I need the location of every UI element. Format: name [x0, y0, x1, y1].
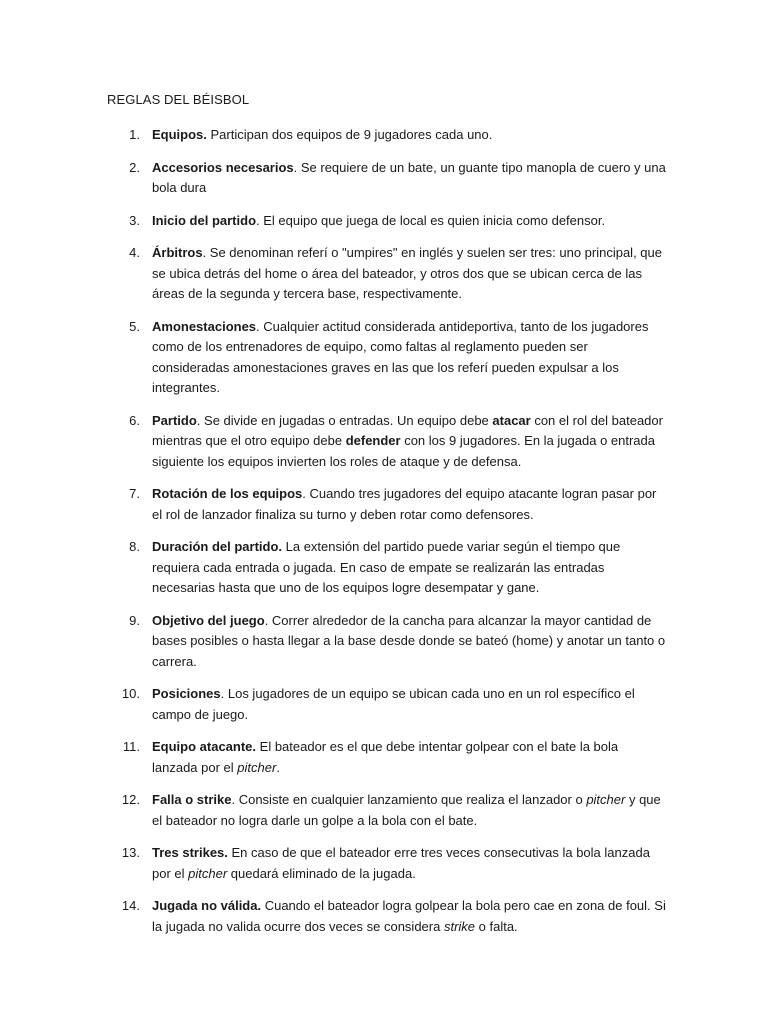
document-title: REGLAS DEL BÉISBOL [107, 92, 250, 107]
rule-heading: Duración del partido. [152, 539, 283, 554]
rule-item [107, 684, 667, 725]
rule-item [107, 211, 667, 232]
rule-text [152, 845, 650, 881]
rule-number: 9. [129, 612, 140, 628]
rule-emphasis: pitcher [188, 865, 228, 881]
rule-item [107, 843, 667, 884]
rule-number: 6. [129, 412, 140, 428]
rule-body-text: Participan dos equipos de 9 jugadores cada uno. [206, 127, 493, 142]
rule-item [107, 158, 667, 199]
rule-number: 10. [121, 686, 140, 701]
rules-list [107, 125, 667, 949]
rule-body-text: En caso de que el bateador erre tres veces consecutivas la bola lanzada por el [152, 845, 650, 881]
rule-item [107, 537, 667, 599]
rule-text [152, 613, 665, 669]
rule-number: 5. [129, 318, 140, 334]
rule-body-text: . Correr alrededor de la cancha para alcanzar la mayor cantidad de bases posibles o hasta llegar a la base desde donde se bateó (home) y anotar un tanto o carrera. [152, 612, 666, 669]
rule-item [107, 737, 667, 778]
rule-body-text: . Cuando tres jugadores del equipo atacante logran pasar por el rol de lanzador finaliza su turno y deben rotar como defensores. [152, 486, 657, 522]
rule-number: 12. [121, 792, 140, 807]
rule-body-text: quedará eliminado de la jugada. [227, 865, 416, 881]
rule-body-text: . Se requiere de un bate, un guante tipo manopla de cuero y una bola dura [152, 159, 666, 195]
rule-text [152, 686, 635, 722]
rule-item [107, 125, 667, 146]
rule-body-text: . Los jugadores de un equipo se ubican cada uno en un rol específico el campo de juego. [152, 686, 635, 722]
rule-heading: Árbitros [152, 245, 203, 260]
rule-text [152, 245, 662, 301]
rule-number: 14. [121, 898, 140, 913]
rule-body-text: . [276, 759, 280, 775]
rule-heading: defender [345, 433, 401, 448]
rule-text [152, 739, 618, 775]
rule-heading: atacar [492, 412, 531, 428]
rule-body-text: y que el bateador no logra darle un golpe a la bola con el bate. [152, 792, 661, 828]
rule-body-text: La extensión del partido puede variar según el tiempo que requiera cada entrada o jugada. En caso de empate se realizarán las entradas necesarias hasta que uno de los equipos logre desempatar y gane. [152, 539, 621, 595]
rule-heading: Falla o strike [152, 792, 232, 807]
rule-item [107, 611, 667, 673]
rule-body-text: o falta. [475, 918, 518, 934]
rule-heading: Equipo atacante. [152, 739, 257, 754]
rule-number: 3. [129, 212, 140, 228]
rule-emphasis: pitcher [237, 759, 277, 775]
rule-body-text: con los 9 jugadores. En la jugada o entrada siguiente los equipos invierten los roles de ataque y de defensa. [152, 433, 655, 469]
rule-heading: Rotación de los equipos [152, 486, 303, 501]
rule-number: 8. [129, 539, 140, 554]
rule-item [107, 790, 667, 831]
rule-emphasis: strike [443, 918, 476, 934]
rule-heading: Posiciones [152, 686, 221, 701]
rule-number: 11. [122, 739, 140, 754]
rule-heading: Partido [152, 412, 197, 428]
rule-text [152, 319, 648, 396]
rule-body-text: Cuando el bateador logra golpear la bola pero cae en zona de foul. Si la jugada no valida ocurre dos veces se considera [152, 898, 666, 934]
rule-number: 1. [129, 127, 140, 142]
rule-body-text: . El equipo que juega de local es quien inicia como defensor. [256, 212, 606, 228]
rule-text [152, 898, 666, 934]
rule-heading: Jugada no válida. [152, 898, 262, 913]
rule-heading: Amonestaciones [152, 318, 257, 334]
rule-item [107, 411, 667, 473]
rule-item [107, 317, 667, 399]
rule-number: 13. [121, 845, 140, 860]
rule-item [107, 896, 667, 937]
rule-number: 2. [129, 159, 140, 175]
rule-text [152, 539, 620, 595]
rule-number: 7. [129, 486, 140, 501]
rule-body-text: . Se divide en jugadas o entradas. Un equipo debe [196, 412, 493, 428]
rule-heading: Objetivo del juego [152, 612, 265, 628]
rule-text [152, 792, 661, 828]
rule-body-text: con el rol del bateador mientras que el otro equipo debe [152, 412, 663, 448]
rule-text [152, 213, 605, 228]
rule-heading: Inicio del partido [152, 212, 257, 228]
rule-body-text: El bateador es el que debe intentar golpear con el bate la bola lanzada por el [152, 739, 619, 775]
rule-heading: Accesorios necesarios [152, 159, 294, 175]
rule-text [152, 160, 666, 196]
rule-body-text: . Consiste en cualquier lanzamiento que realiza el lanzador o [231, 792, 587, 807]
rule-body-text: . Se denominan referí o "umpires" en inglés y suelen ser tres: uno principal, que se ubica detrás del home o área del bateador, y otros dos que se ubican cerca de las áreas de la segunda y tercera base, respectivamente. [152, 245, 662, 301]
rule-text [152, 413, 663, 469]
rule-item [107, 243, 667, 305]
rule-body-text: . Cualquier actitud considerada antideportiva, tanto de los jugadores como de los entrenadores de equipo, como faltas al reglamento pueden ser consideradas amonestaciones graves en las que los referí pueden expulsar a los integrantes. [152, 318, 649, 395]
rule-number: 4. [129, 245, 140, 260]
rule-heading: Equipos. [152, 127, 207, 142]
rule-item [107, 484, 667, 525]
rule-heading: Tres strikes. [152, 845, 228, 860]
rule-text [152, 486, 656, 522]
rule-text [152, 127, 492, 142]
rule-emphasis: pitcher [586, 792, 626, 807]
